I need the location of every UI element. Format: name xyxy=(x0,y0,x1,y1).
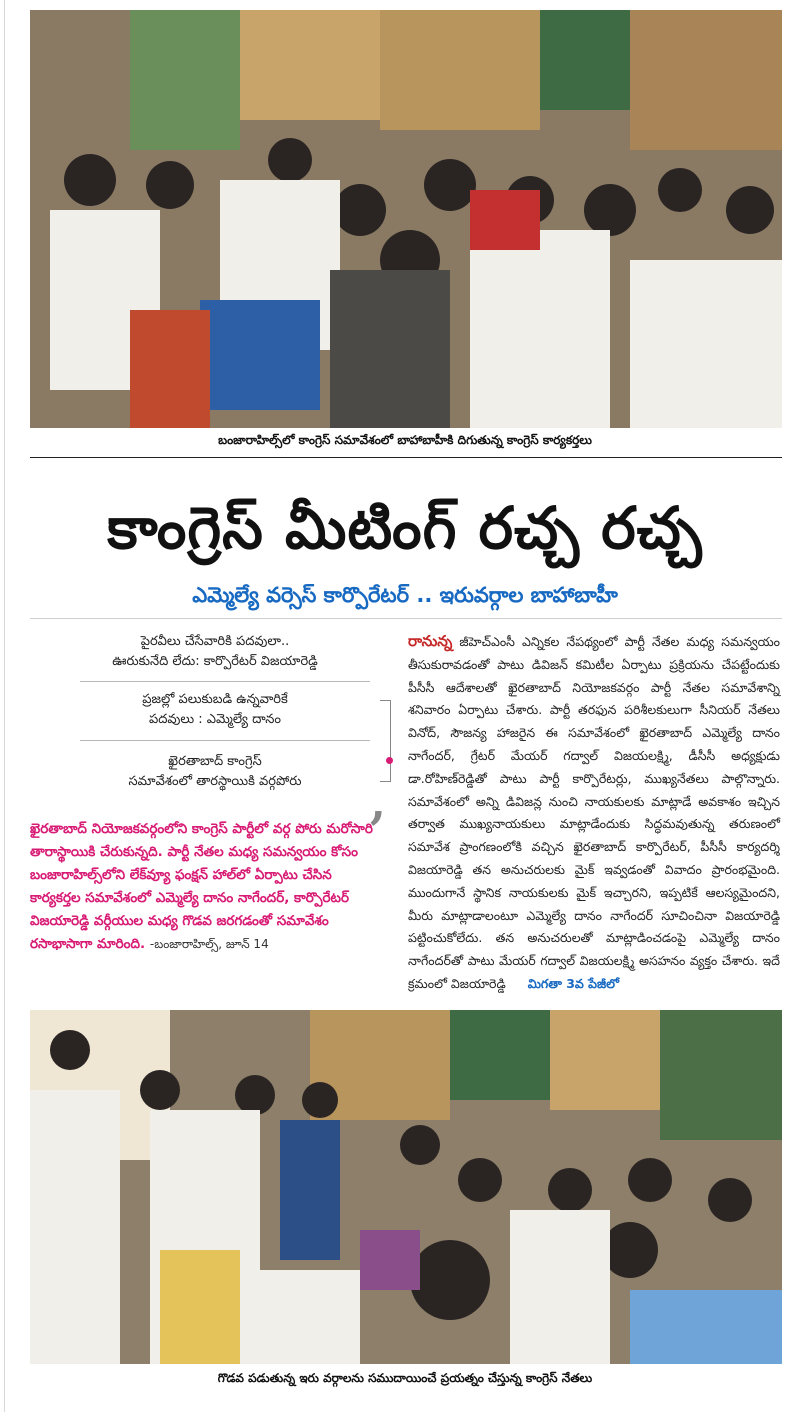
side-quote-1-line1: పైరవీలు చేసేవారికి పదవులా.. xyxy=(140,634,290,649)
side-quote-3-line1: ఖైరతాబాద్ కాంగ్రెస్ xyxy=(168,754,262,769)
side-quote-divider xyxy=(80,681,370,682)
continued-on-page: మిగతా 3వ పేజీలో xyxy=(527,975,620,991)
quote-bracket xyxy=(380,700,391,782)
crowd-photo-illustration xyxy=(30,10,782,428)
bottom-photo-caption: గొడవ పడుతున్న ఇరు వర్గాలను సముదాయించే ప్రయత్నం చేస్తున్న కాంగ్రెస్ నేతలు xyxy=(217,1371,593,1385)
top-photo-caption: బంజారాహిల్స్‌లో కాంగ్రెస్ సమావేశంలో బాహాబాహీకి దిగుతున్న కాంగ్రెస్ కార్యకర్తలు xyxy=(218,433,592,447)
headline: కాంగ్రెస్ మీటింగ్ రచ్చ రచ్చ xyxy=(107,494,703,562)
side-quote-1 xyxy=(50,632,380,672)
subhead-divider xyxy=(30,618,782,619)
article-dateline: రానున్న xyxy=(408,632,453,650)
side-quote-1-line2: ఊరుకునేది లేదు: కార్పొరేటర్ విజయారెడ్డి xyxy=(112,654,318,669)
lede-paragraph xyxy=(30,818,385,956)
article-body xyxy=(408,630,780,996)
top-news-photo xyxy=(30,10,782,428)
bottom-news-photo xyxy=(30,1010,782,1364)
lede-text: ఖైరతాబాద్ నియోజకవర్గంలోని కాంగ్రెస్ పార్టీలో వర్గ పోరు మరోసారి తారాస్థాయికి చేరుకున్నది. పార్టీ నేతల మధ్య సమన్వయం కోసం బంజారాహిల్స్‌లోని లేక్‌వ్యూ ఫంక్షన్ హాల్‌లో ఏర్పాటు చేసిన కార్యకర్తల సమావేశంలో ఎమ్మెల్యే దానం నాగేందర్, కార్పొరేటర్ విజయారెడ్డి వర్గీయుల మధ్య గొడవ జరగడంతో సమావేశం రసాభాసాగా మారింది. xyxy=(30,821,373,952)
side-quote-2-line2: పదవులు : ఎమ్మెల్యే దానం xyxy=(149,712,281,727)
quote-mark-icon: , xyxy=(370,775,387,829)
page-margin-line xyxy=(4,0,5,1412)
side-quote-3-line2: సమావేశంలో తారస్థాయికి వర్గపోరు xyxy=(128,774,302,789)
article-body-text: జీహెచ్‌ఎంసీ ఎన్నికల నేపథ్యంలో పార్టీ నేతల మధ్య సమన్వయం తీసుకురావడంతో పాటు డివిజన్ కమిటీల ఏర్పాటు ప్రక్రియను చేపట్టేందుకు పీసీసీ ఆదేశాలతో ఖైరతాబాద్ నియోజకవర్గం పార్టీ నేతల సమావేశాన్ని శనివారం ఏర్పాటు చేశారు. పార్టీ తరఫున పరిశీలకులుగా సీనియర్ నేతలు వినోద్, సౌజన్య హాజరైన ఈ సమావేశంలో ఖైరతాబాద్ ఎమ్మెల్యే దానం నాగేందర్, గ్రేటర్ మేయర్ గద్వాల్ విజయలక్ష్మి, డీసీసీ అధ్యక్షుడు డా.రోహిణ్‌రెడ్డితో పాటు పార్టీ కార్పొరేటర్లు, ముఖ్యనేతలు పాల్గొన్నారు. సమావేశంలో అన్ని డివిజన్ల నుంచి నాయకులకు మాట్లాడే అవకాశం ఇచ్చిన తర్వాత ముఖ్యనాయకులు మాట్లాడేందుకు సిద్ధమవుతున్న తరుణంలో సమావేశ ప్రాంగణంలోకి వచ్చిన ఖైరతాబాద్ కార్పొరేటర్, పీసీసీ కార్యదర్శి విజయారెడ్డి తన అనుచరులకు మైక్ ఇవ్వడంతో వివాదం ప్రారంభమైంది. ముందుగానే స్థానిక నాయకులకు మైక్ ఇచ్చారని, ఇప్పటికే ఆలస్యమైందని, మీరు మాట్లాడాలంటూ ఎమ్మెల్యే దానం నాగేందర్ సూచించినా విజయారెడ్డి పట్టించుకోలేదు. తన అనుచరులతో మాట్లాడించడంపై ఎమ్మెల్యే దానం నాగేందర్‌తో పాటు మేయర్ గద్వాల్ విజయలక్ష్మి అసహనం వ్యక్తం చేశారు. ఇదే క్రమంలో విజయారెడ్డి xyxy=(408,634,780,991)
caption-divider xyxy=(30,457,782,458)
side-quote-3 xyxy=(50,752,380,792)
side-quote-2-line1: ప్రజల్లో పలుకుబడి ఉన్నవారికే xyxy=(142,692,288,707)
subheadline: ఎమ్మెల్యే వర్సెస్ కార్పొరేటర్ .. ఇరువర్గాల బాహాబాహీ xyxy=(192,583,618,607)
crowd-photo-illustration xyxy=(30,1010,782,1364)
quote-bracket-dot xyxy=(386,757,393,764)
side-quote-divider xyxy=(80,740,370,741)
side-quote-2 xyxy=(50,690,380,730)
lede-byline: -బంజారాహిల్స్, జూన్ 14 xyxy=(149,937,269,951)
